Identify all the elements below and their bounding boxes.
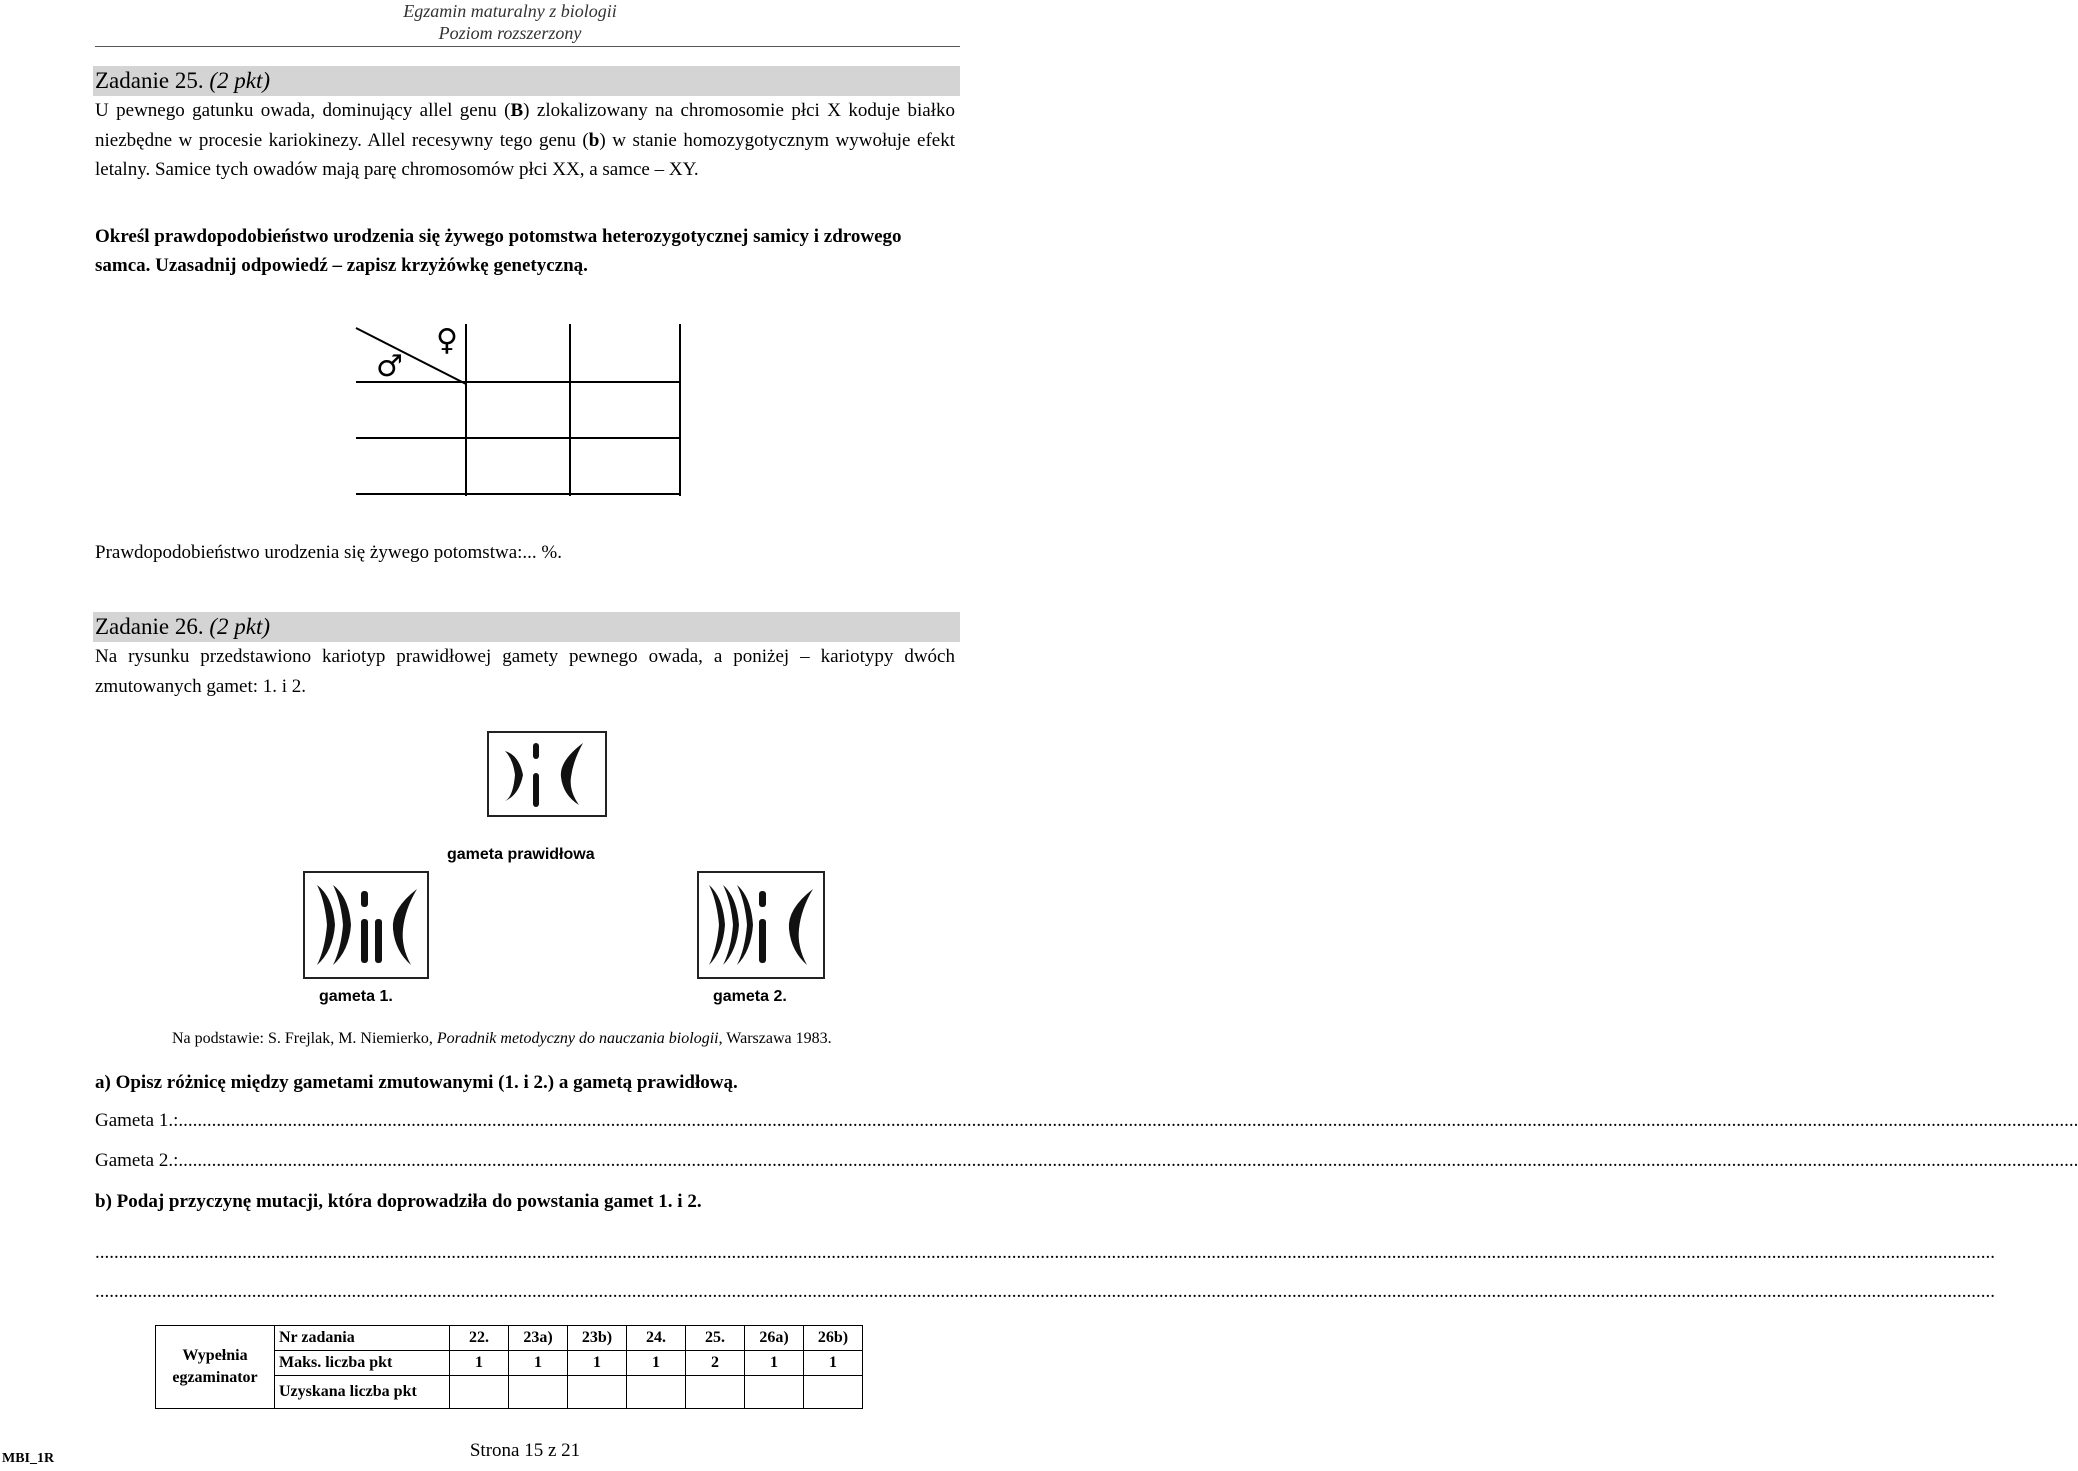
score-row-got-label: Uzyskana liczba pkt xyxy=(275,1376,450,1409)
exam-code: MBI_1R xyxy=(2,1451,55,1466)
score-task-23b: 23b) xyxy=(568,1326,627,1351)
label-gamete-2: gameta 2. xyxy=(713,988,787,1005)
chromosome-large-2 xyxy=(333,885,351,965)
score-got-23a[interactable] xyxy=(509,1376,568,1409)
answer-gamete-2[interactable]: Gameta 2.:................................................................................................................................................................................................................................................................................................................................................................................................................ xyxy=(95,1150,2078,1171)
chromosome-medium-1 xyxy=(361,919,368,963)
chromosome-medium xyxy=(759,919,766,963)
score-table-wrap xyxy=(155,1325,863,1409)
score-side-label: Wypełnia egzaminator xyxy=(156,1326,275,1409)
label-gamete-1: gameta 1. xyxy=(319,988,393,1005)
score-row-task-label: Nr zadania xyxy=(275,1326,450,1351)
score-row-max-label: Maks. liczba pkt xyxy=(275,1351,450,1376)
exam-title: Egzamin maturalny z biologii xyxy=(403,1,617,21)
source-title: Poradnik metodyczny do nauczania biologii xyxy=(436,1030,719,1047)
score-max-24: 1 xyxy=(627,1351,686,1376)
score-max-23a: 1 xyxy=(509,1351,568,1376)
score-got-23b[interactable] xyxy=(568,1376,627,1409)
score-task-25: 25. xyxy=(686,1326,745,1351)
header-rule xyxy=(95,46,960,47)
answer-gamete-1[interactable]: Gameta 1.:................................................................................................................................................................................................................................................................................................................................................................................................................ xyxy=(95,1110,2078,1131)
score-max-26b: 1 xyxy=(804,1351,863,1376)
answer-gamete-1-label: Gameta 1.: xyxy=(95,1110,179,1131)
task-25-instruction: Określ prawdopodobieństwo urodzenia się żywego potomstwa heterozygotycznej samicy i zdrowego samca. Uzasadnij odpowiedź – zapisz krzyżówkę genetyczną. xyxy=(95,226,902,276)
intro-text: U pewnego gatunku owada, dominujący allel genu ( xyxy=(95,100,511,121)
task-25-answer-line: Prawdopodobieństwo urodzenia się żywego potomstwa:... %. xyxy=(95,542,562,563)
score-task-26b: 26b) xyxy=(804,1326,863,1351)
score-task-23a: 23a) xyxy=(509,1326,568,1351)
task-25-points: (2 pkt) xyxy=(209,68,270,93)
chromosomes-gamete-1 xyxy=(305,873,427,977)
chromosome-curved xyxy=(789,889,813,965)
page-header xyxy=(380,0,640,44)
chromosome-large-2 xyxy=(723,885,739,965)
score-got-26a[interactable] xyxy=(745,1376,804,1409)
chromosome-small-top xyxy=(361,891,368,907)
score-max-23b: 1 xyxy=(568,1351,627,1376)
score-max-26a: 1 xyxy=(745,1351,804,1376)
question-a: a) Opisz różnicę między gametami zmutowanymi (1. i 2.) a gametą prawidłową. xyxy=(95,1072,738,1093)
male-symbol: ♂ xyxy=(376,349,403,384)
answer-b-line-2[interactable]: ................................................................................................................................................................................................................................................................................................................................................................................................................ xyxy=(95,1281,1995,1302)
task-26-title: Zadanie 26. xyxy=(95,614,204,639)
chromosome-curved xyxy=(393,889,417,965)
score-got-26b[interactable] xyxy=(804,1376,863,1409)
exam-level: Poziom rozszerzony xyxy=(438,23,582,43)
score-task-22: 22. xyxy=(450,1326,509,1351)
karyotype-gamete-1 xyxy=(303,871,429,979)
score-table xyxy=(155,1325,863,1409)
score-max-25: 2 xyxy=(686,1351,745,1376)
source-suffix: , Warszawa 1983. xyxy=(718,1030,832,1047)
score-got-22[interactable] xyxy=(450,1376,509,1409)
chromosomes-normal xyxy=(489,733,605,815)
intro-text: ) zlokalizowany na chromosomie płci X koduje białko niezbędne w procesie kariokinezy. Allel recesywny tego genu ( xyxy=(95,100,955,151)
karyotype-normal xyxy=(487,731,607,817)
chromosome-small-top xyxy=(759,891,766,907)
answer-gamete-2-label: Gameta 2.: xyxy=(95,1150,179,1171)
chromosome-large-1 xyxy=(317,885,335,965)
task-26-heading xyxy=(93,612,960,642)
score-task-24: 24. xyxy=(627,1326,686,1351)
chromosome-large-3 xyxy=(737,885,753,965)
score-got-25[interactable] xyxy=(686,1376,745,1409)
score-task-26a: 26a) xyxy=(745,1326,804,1351)
question-b: b) Podaj przyczynę mutacji, która doprowadziła do powstania gamet 1. i 2. xyxy=(95,1191,702,1212)
chromosome-medium xyxy=(533,773,539,807)
allele-symbol: B xyxy=(510,100,524,121)
chromosome-medium-2 xyxy=(375,919,382,963)
answer-b-line-1[interactable]: ................................................................................................................................................................................................................................................................................................................................................................................................................ xyxy=(95,1242,1995,1263)
karyotype-gamete-2 xyxy=(697,871,825,979)
chromosome-large-1 xyxy=(709,885,725,965)
task-25-title: Zadanie 25. xyxy=(95,68,204,93)
figure-source xyxy=(172,1030,832,1048)
female-symbol: ♀ xyxy=(436,323,458,358)
task-26-points: (2 pkt) xyxy=(209,614,270,639)
label-gamete-normal: gameta prawidłowa xyxy=(447,846,595,863)
chromosome-large xyxy=(505,751,523,801)
chromosomes-gamete-2 xyxy=(699,873,823,977)
chromosome-small-top xyxy=(533,743,539,759)
allele-symbol: b xyxy=(588,129,600,151)
punnett-square xyxy=(350,322,690,498)
page-number: Strona 15 z 21 xyxy=(469,1440,581,1461)
task-25-intro xyxy=(95,96,955,185)
score-max-22: 1 xyxy=(450,1351,509,1376)
chromosome-curved xyxy=(561,743,583,805)
task-25-heading xyxy=(93,66,960,96)
source-prefix: Na podstawie: S. Frejlak, M. Niemierko, xyxy=(172,1030,437,1047)
score-got-24[interactable] xyxy=(627,1376,686,1409)
intro-text: ) w stanie homozygotycznym wywołuje efekt letalny. Samice tych owadów mają parę chromosomów płci XX, a samce – XY. xyxy=(95,129,955,180)
task-26-intro: Na rysunku przedstawiono kariotyp prawidłowej gamety pewnego owada, a poniżej – kariotypy dwóch zmutowanych gamet: 1. i 2. xyxy=(95,646,955,697)
